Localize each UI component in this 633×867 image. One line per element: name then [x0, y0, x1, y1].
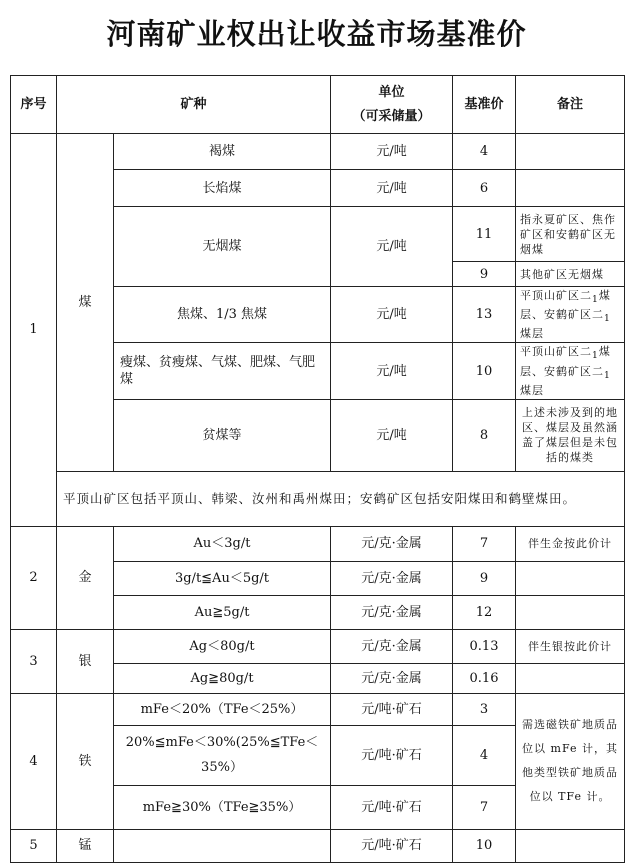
- coal-price: 11: [453, 207, 516, 262]
- silver-type: Ag＜80g/t: [114, 629, 331, 663]
- gold-no: 2: [11, 526, 57, 629]
- coal-price: 6: [453, 170, 516, 207]
- iron-name: 铁: [57, 693, 114, 829]
- manganese-no: 5: [11, 829, 57, 862]
- coal-remark-part: 煤层、安鹤矿区二: [520, 289, 611, 322]
- gold-type: Au＜3g/t: [114, 526, 331, 561]
- gold-type: Au≧5g/t: [114, 595, 331, 629]
- manganese-name: 锰: [57, 829, 114, 862]
- iron-type: 20%≦mFe＜30%(25%≦TFe＜35%）: [114, 725, 331, 785]
- header-unit-line1: 单位: [378, 84, 405, 100]
- coal-footnote: 平顶山矿区包括平顶山、韩梁、汝州和禹州煤田；安鹤矿区包括安阳煤田和鹤壁煤田。: [57, 471, 625, 526]
- coal-type: 焦煤、1/3 焦煤: [114, 287, 331, 343]
- manganese-remark: [516, 829, 625, 862]
- silver-type: Ag≧80g/t: [114, 663, 331, 693]
- silver-remark: 伴生银按此价计: [516, 629, 625, 663]
- gold-unit: 元/克·金属: [331, 526, 453, 561]
- gold-unit: 元/克·金属: [331, 561, 453, 595]
- coal-unit: 元/吨: [331, 343, 453, 399]
- coal-no: 1: [11, 134, 57, 527]
- coal-remark: [516, 134, 625, 170]
- iron-price: 3: [453, 693, 516, 725]
- silver-price: 0.16: [453, 663, 516, 693]
- coal-remark: 上述未涉及到的地区、煤层及虽然涵盖了煤层但是未包括的煤类: [516, 399, 625, 471]
- header-no: 序号: [11, 76, 57, 134]
- table-row: [11, 471, 625, 526]
- gold-remark-empty: [516, 595, 625, 629]
- silver-remark-empty: [516, 663, 625, 693]
- silver-price: 0.13: [453, 629, 516, 663]
- coal-type: 长焰煤: [114, 170, 331, 207]
- silver-name: 银: [57, 629, 114, 693]
- coal-price: 9: [453, 262, 516, 287]
- table-header-row: [11, 76, 625, 134]
- table-row: [11, 526, 625, 561]
- silver-unit: 元/克·金属: [331, 663, 453, 693]
- gold-price: 9: [453, 561, 516, 595]
- manganese-price: 10: [453, 829, 516, 862]
- coal-remark-part: 煤层、安鹤矿区二: [520, 345, 611, 378]
- table-row: [11, 693, 625, 725]
- iron-price: 4: [453, 725, 516, 785]
- table-row: [11, 829, 625, 862]
- manganese-type: [114, 829, 331, 862]
- iron-type: mFe＜20%（TFe＜25%）: [114, 693, 331, 725]
- manganese-unit: 元/吨·矿石: [331, 829, 453, 862]
- coal-remark-subscript: 1: [604, 313, 611, 325]
- coal-remark: [516, 343, 625, 399]
- header-unit-line2: （可采储量）: [352, 108, 431, 124]
- coal-remark-subscript: 1: [592, 294, 599, 306]
- coal-remark: [516, 287, 625, 343]
- header-price: 基准价: [453, 76, 516, 134]
- silver-no: 3: [11, 629, 57, 693]
- coal-unit: 元/吨: [331, 170, 453, 207]
- coal-unit: 元/吨: [331, 134, 453, 170]
- coal-remark: 指永夏矿区、焦作矿区和安鹤矿区无烟煤: [516, 207, 625, 262]
- gold-price: 12: [453, 595, 516, 629]
- header-remark: 备注: [516, 76, 625, 134]
- coal-price: 13: [453, 287, 516, 343]
- coal-remark-part: 平顶山矿区二: [520, 345, 593, 359]
- coal-remark: [516, 170, 625, 207]
- gold-unit: 元/克·金属: [331, 595, 453, 629]
- coal-type: 瘦煤、贫瘦煤、气煤、肥煤、气肥煤: [114, 343, 331, 399]
- coal-name: 煤: [57, 134, 114, 472]
- iron-remark: 需选磁铁矿地质品位以 mFe 计，其他类型铁矿地质品位以 TFe 计。: [516, 693, 625, 829]
- gold-price: 7: [453, 526, 516, 561]
- iron-no: 4: [11, 693, 57, 829]
- price-table: [10, 75, 625, 863]
- iron-unit: 元/吨·矿石: [331, 693, 453, 725]
- coal-price: 4: [453, 134, 516, 170]
- coal-price: 10: [453, 343, 516, 399]
- coal-type: 无烟煤: [114, 207, 331, 287]
- iron-price: 7: [453, 785, 516, 829]
- gold-type: 3g/t≦Au＜5g/t: [114, 561, 331, 595]
- coal-type: 褐煤: [114, 134, 331, 170]
- gold-name: 金: [57, 526, 114, 629]
- coal-remark: 其他矿区无烟煤: [516, 262, 625, 287]
- header-unit: [331, 76, 453, 134]
- page-title: 河南矿业权出让收益市场基准价: [106, 17, 527, 51]
- iron-unit: 元/吨·矿石: [331, 785, 453, 829]
- table-row: [11, 629, 625, 663]
- coal-remark-part: 平顶山矿区二: [520, 289, 593, 302]
- silver-unit: 元/克·金属: [331, 629, 453, 663]
- gold-remark: 伴生金按此价计: [516, 526, 625, 561]
- coal-remark-subscript: 1: [604, 369, 611, 381]
- coal-remark-part: 煤层: [520, 383, 545, 397]
- table-row: [11, 134, 625, 170]
- coal-unit: 元/吨: [331, 399, 453, 471]
- coal-remark-subscript: 1: [592, 350, 599, 362]
- coal-unit: 元/吨: [331, 207, 453, 287]
- gold-remark-empty: [516, 561, 625, 595]
- coal-price: 8: [453, 399, 516, 471]
- coal-type: 贫煤等: [114, 399, 331, 471]
- iron-type: mFe≧30%（TFe≧35%）: [114, 785, 331, 829]
- header-mineral: 矿种: [57, 76, 331, 134]
- coal-remark-part: 煤层: [520, 327, 545, 341]
- iron-unit: 元/吨·矿石: [331, 725, 453, 785]
- coal-unit: 元/吨: [331, 287, 453, 343]
